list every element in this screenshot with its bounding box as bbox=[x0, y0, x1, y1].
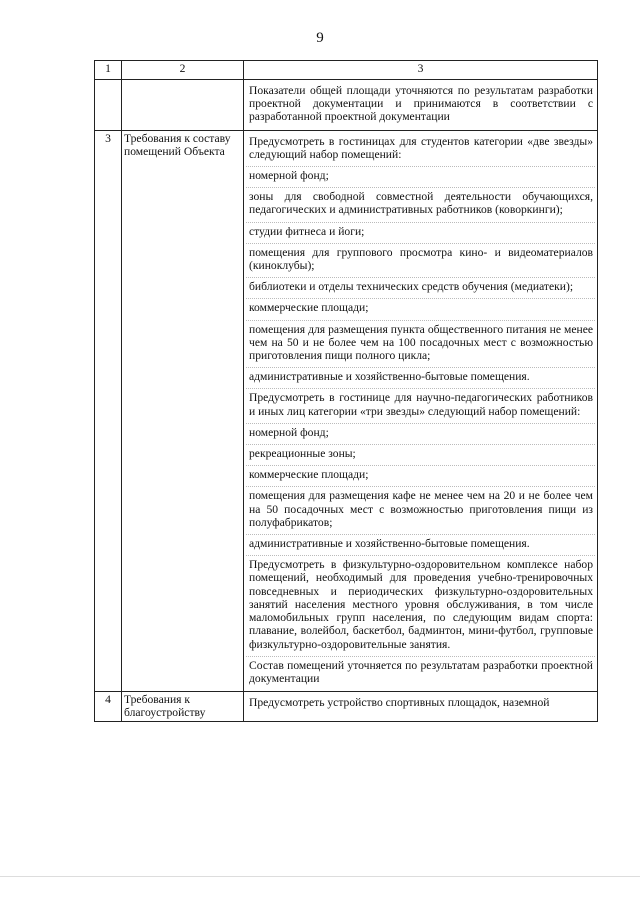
content-paragraph: Показатели общей площади уточняются по результатам разработки проектной документации и принимаются в соответствии с разработанной проектной документации bbox=[249, 84, 593, 124]
content-paragraph: номерной фонд; bbox=[246, 167, 595, 188]
page-number: 9 bbox=[316, 30, 324, 46]
content-paragraph: помещения для группового просмотра кино- и видеоматериалов (киноклубы); bbox=[246, 244, 595, 278]
table-row bbox=[95, 692, 598, 721]
content-paragraph: Предусмотреть в физкультурно-оздоровительном комплексе набор помещений, необходимый для проведения учебно-тренировочных повседневных и периодических физкультурно-оздоровительных занятий населения местного уровня обслуживания, в том числе маломобильных групп населения, по следующим видам спорта: плавание, волейбол, баскетбол, бадминтон, мини-футбол, групповые физкультурно-оздоровительные занятия. bbox=[246, 556, 595, 656]
content-paragraph: административные и хозяйственно-бытовые помещения. bbox=[246, 368, 595, 389]
content-paragraph: студии фитнеса и йоги; bbox=[246, 223, 595, 244]
content-paragraph: Предусмотреть устройство спортивных площадок, наземной bbox=[249, 696, 550, 710]
column-header-2: 2 bbox=[122, 61, 244, 80]
content-paragraph: административные и хозяйственно-бытовые помещения. bbox=[246, 535, 595, 556]
requirement-name-cell: Требования к составу помещений Объекта bbox=[122, 130, 244, 692]
content-paragraph: помещения для размещения пункта общественного питания не менее чем на 50 и не более чем на 100 посадочных мест с возможностью приготовления пищи полного цикла; bbox=[246, 321, 595, 369]
content-paragraph: библиотеки и отделы технических средств обучения (медиатеки); bbox=[246, 278, 595, 299]
requirement-name-cell bbox=[122, 80, 244, 131]
row-number-cell: 4 bbox=[95, 692, 122, 721]
column-header-3: 3 bbox=[244, 61, 598, 80]
requirement-name-cell: Требования к благоустройству bbox=[122, 692, 244, 721]
requirements-table bbox=[94, 60, 598, 722]
content-paragraph: помещения для размещения кафе не менее чем на 20 и не более чем на 50 посадочных мест с возможностью приготовления пищи из полуфабрикатов; bbox=[246, 487, 595, 535]
content-paragraph: рекреационные зоны; bbox=[246, 445, 595, 466]
content-paragraph: зоны для свободной совместной деятельности обучающихся, педагогических и административных работников (коворкинги); bbox=[246, 188, 595, 222]
table-row bbox=[95, 80, 598, 131]
content-paragraph: Предусмотреть в гостиницах для студентов категории «две звезды» следующий набор помещений: bbox=[246, 132, 595, 167]
content-paragraph: Состав помещений уточняется по результатам разработки проектной документации bbox=[249, 658, 593, 685]
content-paragraph: коммерческие площади; bbox=[246, 466, 595, 487]
content-paragraph: Предусмотреть в гостинице для научно-педагогических работников и иных лиц категории «три звезды» следующий набор помещений: bbox=[246, 389, 595, 423]
requirement-content-cell bbox=[244, 692, 598, 721]
page-bottom-edge bbox=[0, 876, 640, 877]
row-number-cell bbox=[95, 80, 122, 131]
column-header-1: 1 bbox=[95, 61, 122, 80]
requirement-content-cell bbox=[244, 80, 598, 131]
table-row bbox=[95, 130, 598, 692]
row-number-cell: 3 bbox=[95, 130, 122, 692]
content-paragraph: коммерческие площади; bbox=[246, 299, 595, 320]
requirement-content-cell bbox=[244, 130, 598, 692]
table-header-row bbox=[95, 61, 598, 80]
content-paragraph: номерной фонд; bbox=[246, 424, 595, 445]
